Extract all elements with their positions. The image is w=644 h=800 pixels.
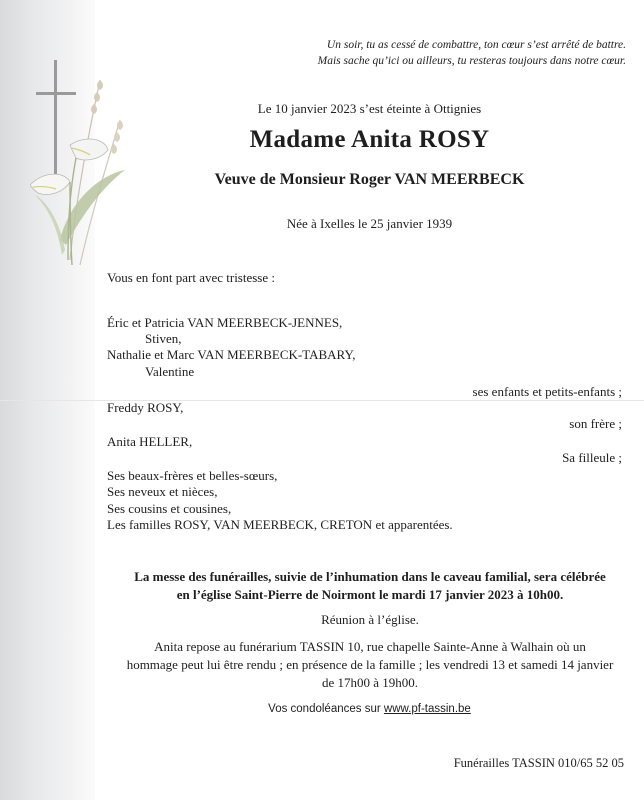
- family-role: ses enfants et petits-enfants ;: [472, 384, 622, 399]
- fold-line: [0, 400, 644, 401]
- funeral-mass-notice: [100, 568, 640, 604]
- death-announcement: Le 10 janvier 2023 s’est éteinte à Ottignies: [257, 101, 482, 116]
- mass-line-1: La messe des funérailles, suivie de l’inhumation dans le caveau familial, sera célébrée: [134, 569, 606, 584]
- family-role: son frère ;: [569, 416, 622, 431]
- visit-line-3: de 17h00 à 19h00.: [321, 675, 419, 690]
- family-member: Les familles ROSY, VAN MEERBECK, CRETON et apparentées.: [107, 517, 453, 532]
- family-member: Freddy ROSY,: [107, 400, 184, 415]
- epitaph-quote: [206, 37, 626, 69]
- condolences-link[interactable]: www.pf-tassin.be: [383, 703, 471, 715]
- family-member: Éric et Patricia VAN MEERBECK-JENNES,: [107, 315, 343, 330]
- widow-of-line: Veuve de Monsieur Roger VAN MEERBECK: [214, 171, 525, 188]
- condolences-line: [95, 703, 644, 715]
- quote-line-1: Un soir, tu as cessé de combattre, ton cœur s’est arrêté de battre.: [326, 39, 626, 51]
- intro-text: Vous en font part avec tristesse :: [107, 270, 275, 285]
- birth-line: Née à Ixelles le 25 janvier 1939: [286, 216, 453, 231]
- family-member: Stiven,: [145, 331, 182, 346]
- family-member: Nathalie et Marc VAN MEERBECK-TABARY,: [107, 347, 356, 362]
- quote-line-2: Mais sache qu’ici ou ailleurs, tu resteras toujours dans notre cœur.: [317, 55, 626, 67]
- family-member: Anita HELLER,: [107, 434, 193, 449]
- family-member: Ses beaux-frères et belles-sœurs,: [107, 468, 278, 483]
- family-role: Sa filleule ;: [562, 450, 622, 465]
- family-member: Ses neveux et nièces,: [107, 484, 218, 499]
- condolences-label: Vos condoléances sur: [268, 703, 381, 715]
- visitation-notice: [100, 638, 640, 692]
- family-member: Ses cousins et cousines,: [107, 501, 232, 516]
- deceased-name: Madame Anita ROSY: [249, 126, 490, 153]
- family-member: Valentine: [145, 364, 195, 379]
- visit-line-2: hommage peut lui être rendu ; en présence de la famille ; les vendredi 13 et samedi 14 janvier: [126, 657, 614, 672]
- visit-line-1: Anita repose au funérarium TASSIN 10, rue chapelle Sainte-Anne à Walhain où un: [154, 639, 586, 654]
- footer-contact: Funérailles TASSIN 010/65 52 05: [453, 756, 624, 770]
- mass-line-2: en l’église Saint-Pierre de Noirmont le mardi 17 janvier 2023 à 10h00.: [176, 587, 564, 602]
- reunion-text: Réunion à l’église.: [321, 612, 419, 627]
